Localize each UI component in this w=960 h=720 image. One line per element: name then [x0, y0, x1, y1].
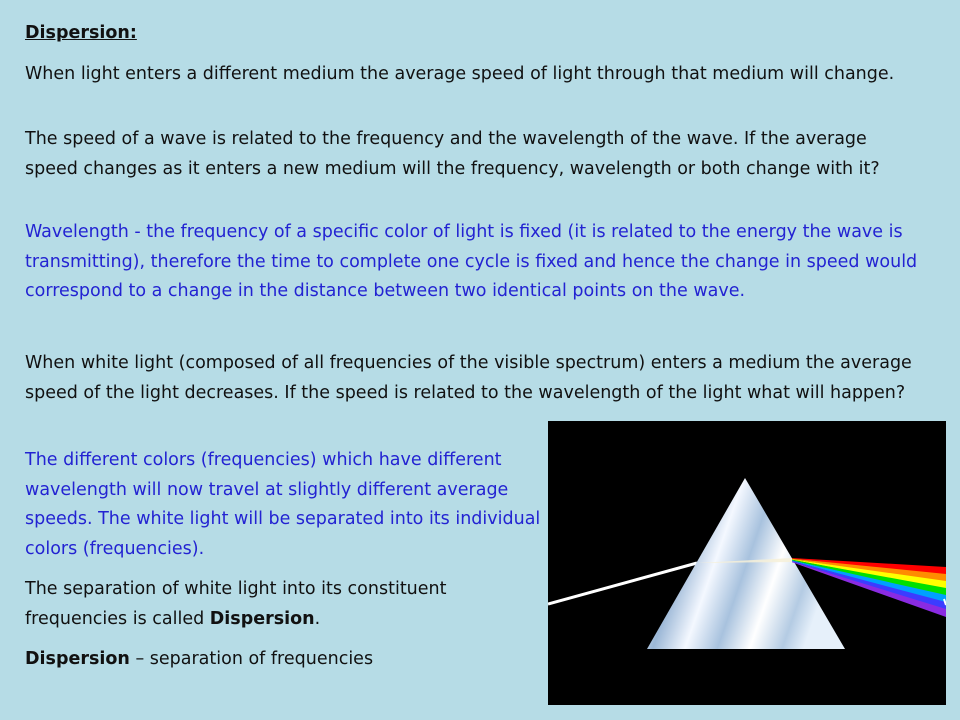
prism-dispersion-image	[548, 421, 946, 705]
dispersion-summary-text: – separation of frequencies	[129, 649, 374, 669]
dispersion-summary-term: Dispersion	[25, 649, 130, 669]
paragraph-wave-question: The speed of a wave is related to the frequency and the wavelength of the wave. If the average speed changes as it enters a new medium will the frequency, wavelength or both change with it?	[25, 129, 880, 179]
slide-title: Dispersion:	[25, 23, 137, 43]
white-light-beam	[548, 563, 697, 604]
paragraph-dispersion-summary	[25, 645, 525, 675]
definition-text: The separation of white light into its constituent frequencies is called	[25, 579, 447, 629]
dispersion-term: Dispersion	[209, 608, 315, 629]
paragraph-white-light-question: When white light (composed of all frequencies of the visible spectrum) enters a medium the average speed of the light decreases. If the speed is related to the wavelength of the light what will happen?	[25, 353, 912, 403]
prism-dispersion-icon	[548, 421, 946, 705]
paragraph-colors-answer: The different colors (frequencies) which have different wavelength will now travel at slightly different average speeds. The white light will be separated into its individual colors (frequencies).	[25, 450, 541, 559]
paragraph-dispersion-definition	[25, 575, 520, 634]
paragraph-medium-speed: When light enters a different medium the average speed of light through that medium will change.	[25, 64, 895, 84]
definition-period: .	[314, 608, 321, 629]
paragraph-wavelength-answer: Wavelength - the frequency of a specific color of light is fixed (it is related to the energy the wave is transmitting), therefore the time to complete one cycle is fixed and hence the change in speed would correspond to a change in the distance between two identical points on the wave.	[25, 222, 918, 301]
